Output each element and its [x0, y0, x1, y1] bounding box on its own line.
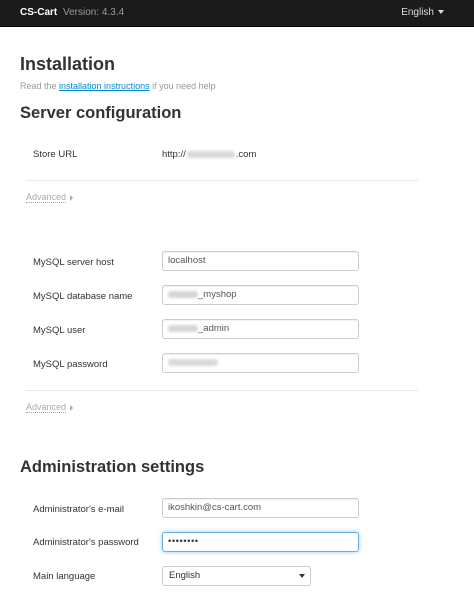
admin-password-label: Administrator's password [33, 537, 139, 548]
caret-right-icon [70, 405, 73, 411]
top-navbar [0, 0, 474, 27]
version-label: Version: 4.3.4 [63, 7, 125, 18]
blurred-password [168, 359, 218, 366]
chevron-down-icon [299, 574, 305, 578]
mysql-user-label: MySQL user [33, 325, 86, 336]
page-title: Installation [20, 54, 116, 74]
blurred-prefix [168, 325, 198, 332]
main-language-value: English [169, 570, 201, 581]
database-advanced-toggle[interactable] [26, 402, 73, 412]
language-dropdown-label: English [401, 7, 434, 18]
divider [26, 180, 418, 181]
divider [26, 390, 418, 391]
caret-down-icon [438, 10, 444, 14]
brand-logo[interactable]: CS-Cart [20, 7, 58, 18]
administration-settings-heading: Administration settings [20, 458, 205, 476]
server-advanced-label: Advanced [26, 192, 67, 202]
caret-right-icon [70, 195, 73, 201]
help-prefix: Read the [20, 81, 60, 91]
admin-email-label: Administrator's e-mail [33, 504, 125, 515]
language-dropdown[interactable] [401, 7, 444, 18]
store-url-prefix: http:// [162, 149, 186, 160]
mysql-host-input[interactable]: localhost [162, 251, 359, 271]
mysql-password-label: MySQL password [33, 359, 108, 370]
mysql-user-suffix: _admin [198, 323, 230, 334]
installation-instructions-link[interactable]: installation instructions [59, 81, 150, 91]
main-language-select[interactable] [162, 566, 311, 586]
server-advanced-toggle[interactable] [26, 192, 73, 202]
mysql-user-input[interactable] [162, 319, 359, 339]
store-url-label: Store URL [33, 149, 78, 160]
database-advanced-label: Advanced [26, 402, 67, 412]
mysql-db-name-label: MySQL database name [33, 291, 133, 302]
help-suffix: if you need help [149, 81, 216, 91]
mysql-password-input[interactable] [162, 353, 359, 373]
store-url-suffix: .com [235, 149, 257, 160]
mysql-db-name-input[interactable] [162, 285, 359, 305]
main-language-label: Main language [33, 571, 96, 582]
mysql-db-name-suffix: _myshop [198, 289, 237, 300]
admin-password-input[interactable]: •••••••• [162, 532, 359, 552]
server-configuration-heading: Server configuration [20, 104, 182, 122]
admin-email-input[interactable]: ikoshkin@cs-cart.com [162, 498, 359, 518]
blurred-domain [187, 151, 235, 158]
mysql-host-label: MySQL server host [33, 257, 114, 268]
help-text [20, 81, 216, 91]
store-url-value [162, 149, 256, 160]
blurred-prefix [168, 291, 198, 298]
